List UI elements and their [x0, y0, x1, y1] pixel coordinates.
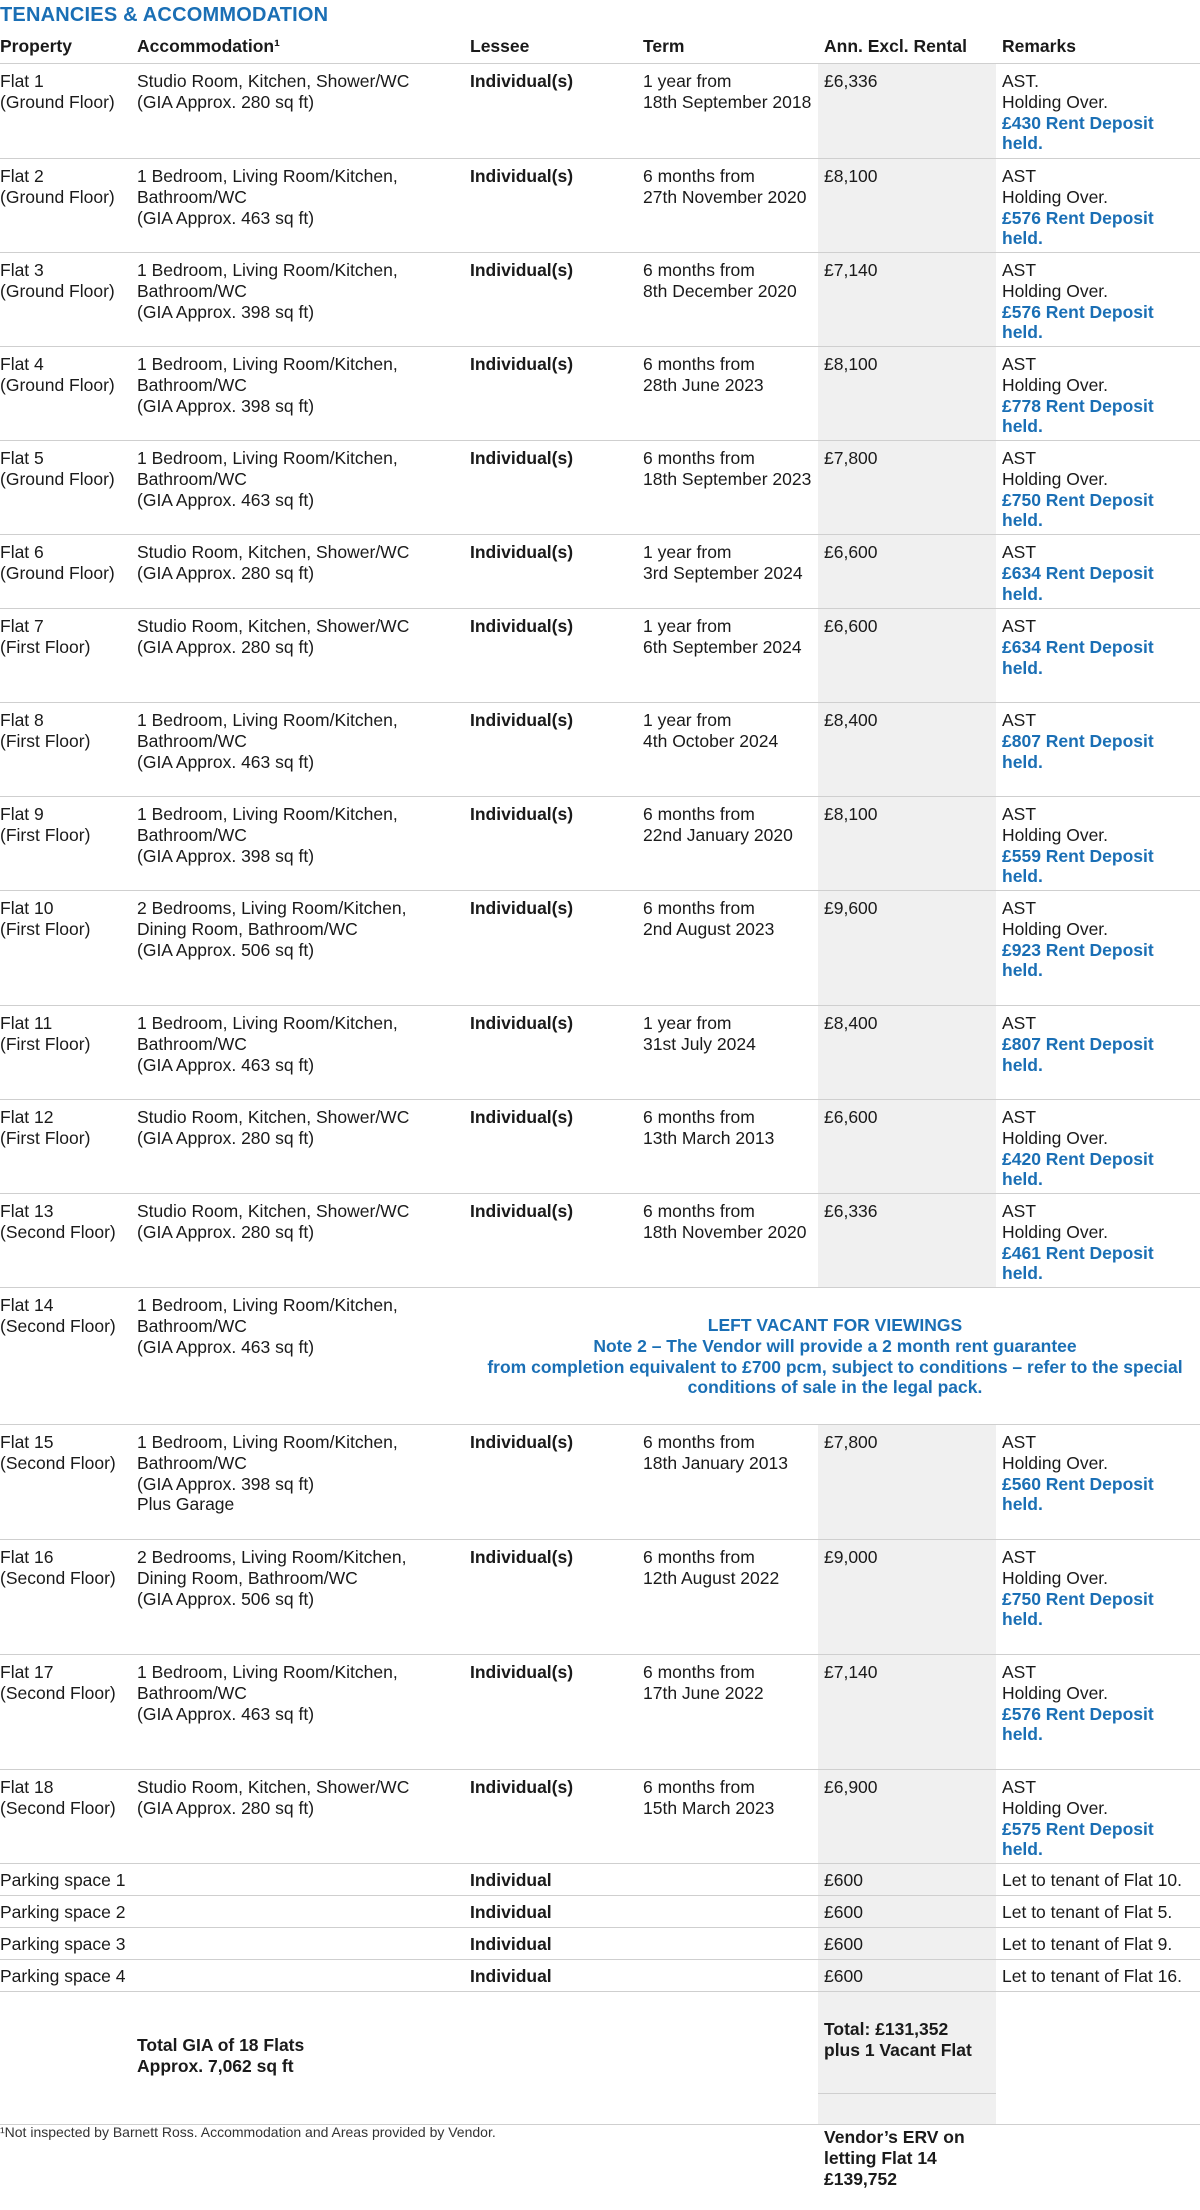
table-cell-term: 1 year from 31st July 2024: [643, 1013, 756, 1054]
header-remarks: Remarks: [1002, 36, 1076, 56]
table-cell-rental: £6,600: [818, 1100, 996, 1193]
table-row: [0, 1194, 1200, 1288]
table-cell-term: 1 year from 4th October 2024: [643, 710, 779, 751]
table-cell-rental: £8,100: [818, 347, 996, 440]
rent-deposit: £634 Rent Deposit held.: [1002, 562, 1154, 604]
table-cell-property: Parking space 4: [0, 1966, 126, 1986]
parking-row: [0, 1896, 1200, 1928]
table-cell-remarks: Let to tenant of Flat 10.: [1002, 1870, 1182, 1890]
table-cell-remarks: [996, 64, 1200, 154]
rent-deposit: £807 Rent Deposit held.: [1002, 1033, 1154, 1075]
table-cell-term: 6 months from 12th August 2022: [643, 1547, 780, 1588]
table-cell-property: Flat 2 (Ground Floor): [0, 166, 115, 207]
table-cell-lessee: Individual(s): [470, 1777, 574, 1797]
table-cell-accommodation: Studio Room, Kitchen, Shower/WC (GIA Approx. 280 sq ft): [137, 542, 410, 583]
table-cell-term: 6 months from 8th December 2020: [643, 260, 797, 301]
table-cell-rental: £8,400: [818, 703, 996, 796]
totals-rental-cell: [818, 1992, 996, 2189]
table-cell-remarks: [996, 1100, 1200, 1190]
table-cell-remarks: Let to tenant of Flat 16.: [1002, 1966, 1182, 1986]
table-cell-lessee: Individual: [470, 1902, 552, 1922]
table-cell-remarks: [996, 1540, 1200, 1630]
table-cell-rental: £600: [818, 1864, 996, 1895]
table-cell-remarks: [996, 1770, 1200, 1860]
table-cell-rental: £9,600: [818, 891, 996, 1005]
table-cell-remarks: Let to tenant of Flat 9.: [1002, 1934, 1173, 1954]
table-cell-term: 6 months from 18th September 2023: [643, 448, 812, 489]
remarks-text: AST: [1002, 710, 1037, 730]
table-cell-accommodation: Studio Room, Kitchen, Shower/WC (GIA Approx. 280 sq ft): [137, 71, 410, 112]
table-cell-term: 6 months from 15th March 2023: [643, 1777, 775, 1818]
table-cell-property: Flat 14 (Second Floor): [0, 1295, 116, 1336]
remarks-text: AST Holding Over.: [1002, 260, 1109, 301]
table-cell-lessee: Individual(s): [470, 898, 574, 918]
table-header-row: [0, 36, 1200, 64]
rent-deposit: £750 Rent Deposit held.: [1002, 489, 1154, 531]
table-cell-remarks: [996, 347, 1200, 437]
remarks-text: AST: [1002, 616, 1037, 636]
flat-rows-group-2: [0, 1425, 1200, 1864]
table-cell-lessee: Individual(s): [470, 1547, 574, 1567]
table-cell-remarks: Let to tenant of Flat 5.: [1002, 1902, 1173, 1922]
table-row: [0, 891, 1200, 1006]
remarks-text: AST Holding Over.: [1002, 804, 1109, 845]
table-row: [0, 797, 1200, 891]
table-cell-lessee: Individual(s): [470, 448, 574, 468]
table-cell-property: Parking space 1: [0, 1870, 126, 1890]
table-cell-term: 6 months from 28th June 2023: [643, 354, 764, 395]
table-cell-term: 6 months from 17th June 2022: [643, 1662, 764, 1703]
table-row: [0, 1100, 1200, 1194]
table-cell-accommodation: 1 Bedroom, Living Room/Kitchen, Bathroom/WC (GIA Approx. 463 sq ft): [137, 1013, 398, 1075]
table-cell-rental: £7,800: [818, 441, 996, 534]
table-cell-remarks: [996, 253, 1200, 343]
table-cell-lessee: Individual(s): [470, 71, 574, 91]
table-cell-term: 1 year from 6th September 2024: [643, 616, 802, 657]
remarks-text: AST: [1002, 542, 1037, 562]
table-cell-lessee: Individual(s): [470, 1662, 574, 1682]
remarks-text: AST. Holding Over.: [1002, 71, 1109, 112]
table-row: [0, 1006, 1200, 1100]
remarks-text: AST Holding Over.: [1002, 1107, 1109, 1148]
remarks-text: AST Holding Over.: [1002, 1201, 1109, 1242]
table-cell-property: Flat 3 (Ground Floor): [0, 260, 115, 301]
table-cell-rental: £6,336: [818, 64, 996, 158]
table-cell-lessee: Individual: [470, 1966, 552, 1986]
table-cell-accommodation: 1 Bedroom, Living Room/Kitchen, Bathroom/WC (GIA Approx. 398 sq ft): [137, 804, 398, 866]
rent-deposit: £576 Rent Deposit held.: [1002, 301, 1154, 343]
table-row: [0, 703, 1200, 797]
table-cell-property: Parking space 3: [0, 1934, 126, 1954]
table-cell-term: 6 months from 18th November 2020: [643, 1201, 807, 1242]
vacant-note: LEFT VACANT FOR VIEWINGS Note 2 – The Vendor will provide a 2 month rent guarantee from completion equivalent to £700 pcm, subject to conditions – refer to the special conditions of sale in the legal pack.: [487, 1315, 1183, 1398]
table-cell-accommodation: 2 Bedrooms, Living Room/Kitchen, Dining Room, Bathroom/WC (GIA Approx. 506 sq ft): [137, 1547, 407, 1609]
table-cell-property: Flat 8 (First Floor): [0, 710, 91, 751]
totals-divider: [818, 2093, 996, 2094]
table-row: [0, 1770, 1200, 1864]
table-cell-rental: £7,140: [818, 253, 996, 346]
header-rental: Ann. Excl. Rental: [824, 36, 967, 56]
table-cell-accommodation: 2 Bedrooms, Living Room/Kitchen, Dining Room, Bathroom/WC (GIA Approx. 506 sq ft): [137, 898, 407, 960]
table-cell-lessee: Individual(s): [470, 1107, 574, 1127]
table-cell-rental: £600: [818, 1896, 996, 1927]
table-cell-accommodation: 1 Bedroom, Living Room/Kitchen, Bathroom/WC (GIA Approx. 463 sq ft): [137, 166, 398, 228]
table-cell-property: Flat 4 (Ground Floor): [0, 354, 115, 395]
table-row: [0, 1425, 1200, 1540]
rent-deposit: £420 Rent Deposit held.: [1002, 1148, 1154, 1190]
table-cell-term: 6 months from 22nd January 2020: [643, 804, 793, 845]
table-cell-remarks: [996, 797, 1200, 887]
table-cell-accommodation: 1 Bedroom, Living Room/Kitchen, Bathroom/WC (GIA Approx. 463 sq ft): [137, 448, 398, 510]
remarks-text: AST Holding Over.: [1002, 166, 1109, 207]
rent-deposit: £750 Rent Deposit held.: [1002, 1588, 1154, 1630]
table-cell-lessee: Individual(s): [470, 1201, 574, 1221]
table-cell-remarks: [996, 535, 1200, 604]
footnote: ¹Not inspected by Barnett Ross. Accommodation and Areas provided by Vendor.: [0, 2124, 496, 2140]
table-cell-rental: £6,900: [818, 1770, 996, 1863]
remarks-text: AST Holding Over.: [1002, 1777, 1109, 1818]
remarks-text: AST: [1002, 1013, 1037, 1033]
table-row: [0, 253, 1200, 347]
table-cell-rental: £6,600: [818, 535, 996, 608]
table-cell-lessee: Individual(s): [470, 166, 574, 186]
flat-rows-group-1: [0, 64, 1200, 1288]
header-lessee: Lessee: [470, 36, 530, 56]
table-cell-accommodation: Studio Room, Kitchen, Shower/WC (GIA Approx. 280 sq ft): [137, 1777, 410, 1818]
table-cell-accommodation: 1 Bedroom, Living Room/Kitchen, Bathroom/WC (GIA Approx. 398 sq ft): [137, 260, 398, 322]
rent-deposit: £634 Rent Deposit held.: [1002, 636, 1154, 678]
remarks-text: AST Holding Over.: [1002, 898, 1109, 939]
table-cell-rental: £9,000: [818, 1540, 996, 1654]
page-title: TENANCIES & ACCOMMODATION: [0, 4, 329, 26]
table-cell-property: Flat 10 (First Floor): [0, 898, 91, 939]
table-row: [0, 347, 1200, 441]
rent-deposit: £778 Rent Deposit held.: [1002, 395, 1154, 437]
header-term: Term: [643, 36, 685, 56]
table-cell-lessee: Individual: [470, 1934, 552, 1954]
remarks-text: AST Holding Over.: [1002, 1662, 1109, 1703]
parking-row: [0, 1864, 1200, 1896]
table-cell-lessee: Individual(s): [470, 354, 574, 374]
table-cell-remarks: [996, 1194, 1200, 1284]
table-cell-lessee: Individual(s): [470, 1013, 574, 1033]
table-cell-property: Flat 7 (First Floor): [0, 616, 91, 657]
table-cell-rental: £7,800: [818, 1425, 996, 1539]
table-cell-lessee: Individual: [470, 1870, 552, 1890]
table-cell-term: 1 year from 18th September 2018: [643, 71, 812, 112]
vendor-erv: Vendor’s ERV on letting Flat 14 £139,752: [824, 2126, 965, 2189]
table-cell-accommodation: 1 Bedroom, Living Room/Kitchen, Bathroom/WC (GIA Approx. 463 sq ft): [137, 710, 398, 772]
table-cell-term: 6 months from 2nd August 2023: [643, 898, 775, 939]
table-cell-rental: £8,400: [818, 1006, 996, 1099]
table-cell-accommodation: Studio Room, Kitchen, Shower/WC (GIA Approx. 280 sq ft): [137, 616, 410, 657]
table-cell-remarks: [996, 1006, 1200, 1075]
vacant-flat-row: [0, 1288, 1200, 1425]
table-cell-rental: £7,140: [818, 1655, 996, 1769]
header-accommodation: Accommodation¹: [137, 36, 280, 56]
parking-row: [0, 1960, 1200, 1992]
table-row: [0, 159, 1200, 253]
remarks-text: AST Holding Over.: [1002, 448, 1109, 489]
table-cell-property: Flat 16 (Second Floor): [0, 1547, 116, 1588]
rent-deposit: £559 Rent Deposit held.: [1002, 845, 1154, 887]
table-row: [0, 1540, 1200, 1655]
table-cell-lessee: Individual(s): [470, 710, 574, 730]
remarks-text: AST Holding Over.: [1002, 1432, 1109, 1473]
remarks-text: AST Holding Over.: [1002, 1547, 1109, 1588]
table-cell-rental: £8,100: [818, 797, 996, 890]
table-cell-property: Flat 12 (First Floor): [0, 1107, 91, 1148]
rent-deposit: £576 Rent Deposit held.: [1002, 1703, 1154, 1745]
table-cell-term: 6 months from 27th November 2020: [643, 166, 807, 207]
table-cell-property: Flat 15 (Second Floor): [0, 1432, 116, 1473]
header-property: Property: [0, 36, 72, 56]
table-row: [0, 441, 1200, 535]
table-cell-property: Parking space 2: [0, 1902, 126, 1922]
table-row: [0, 609, 1200, 703]
table-cell-accommodation: Studio Room, Kitchen, Shower/WC (GIA Approx. 280 sq ft): [137, 1201, 410, 1242]
table-cell-accommodation: 1 Bedroom, Living Room/Kitchen, Bathroom/WC (GIA Approx. 463 sq ft): [137, 1662, 398, 1724]
rent-deposit: £807 Rent Deposit held.: [1002, 730, 1154, 772]
rent-deposit: £560 Rent Deposit held.: [1002, 1473, 1154, 1515]
table-cell-term: 6 months from 18th January 2013: [643, 1432, 788, 1473]
table-cell-term: 1 year from 3rd September 2024: [643, 542, 803, 583]
parking-row: [0, 1928, 1200, 1960]
total-gia: Total GIA of 18 Flats Approx. 7,062 sq ft: [137, 2035, 305, 2076]
table-cell-lessee: Individual(s): [470, 542, 574, 562]
table-cell-rental: £6,600: [818, 609, 996, 702]
table-cell-remarks: [996, 1655, 1200, 1745]
table-cell-property: Flat 9 (First Floor): [0, 804, 91, 845]
table-cell-accommodation: 1 Bedroom, Living Room/Kitchen, Bathroom/WC (GIA Approx. 398 sq ft): [137, 354, 398, 416]
table-cell-accommodation: Studio Room, Kitchen, Shower/WC (GIA Approx. 280 sq ft): [137, 1107, 410, 1148]
table-row: [0, 64, 1200, 159]
table-cell-lessee: Individual(s): [470, 616, 574, 636]
table-cell-remarks: [996, 1425, 1200, 1515]
table-cell-rental: £600: [818, 1960, 996, 1991]
table-cell-property: Flat 5 (Ground Floor): [0, 448, 115, 489]
table-row: [0, 1655, 1200, 1770]
table-cell-remarks: [996, 703, 1200, 772]
table-cell-remarks: [996, 609, 1200, 678]
table-cell-rental: £6,336: [818, 1194, 996, 1287]
table-cell-rental: £8,100: [818, 159, 996, 252]
table-cell-property: Flat 18 (Second Floor): [0, 1777, 116, 1818]
table-cell-remarks: [996, 441, 1200, 531]
table-cell-property: Flat 17 (Second Floor): [0, 1662, 116, 1703]
total-rent: Total: £131,352 plus 1 Vacant Flat: [824, 2018, 972, 2060]
table-cell-lessee: Individual(s): [470, 260, 574, 280]
rent-deposit: £576 Rent Deposit held.: [1002, 207, 1154, 249]
table-cell-accommodation: 1 Bedroom, Living Room/Kitchen, Bathroom/WC (GIA Approx. 463 sq ft): [137, 1295, 398, 1357]
rent-deposit: £575 Rent Deposit held.: [1002, 1818, 1154, 1860]
table-cell-lessee: Individual(s): [470, 804, 574, 824]
table-cell-remarks: [996, 891, 1200, 981]
rent-deposit: £461 Rent Deposit held.: [1002, 1242, 1154, 1284]
parking-rows: [0, 1864, 1200, 1992]
table-row: [0, 535, 1200, 609]
table-cell-remarks: [996, 159, 1200, 249]
rent-deposit: £430 Rent Deposit held.: [1002, 112, 1154, 154]
table-cell-lessee: Individual(s): [470, 1432, 574, 1452]
table-cell-property: Flat 11 (First Floor): [0, 1013, 91, 1054]
table-cell-rental: £600: [818, 1928, 996, 1959]
table-cell-property: Flat 1 (Ground Floor): [0, 71, 115, 112]
table-cell-property: Flat 6 (Ground Floor): [0, 542, 115, 583]
rent-deposit: £923 Rent Deposit held.: [1002, 939, 1154, 981]
table-cell-property: Flat 13 (Second Floor): [0, 1201, 116, 1242]
remarks-text: AST Holding Over.: [1002, 354, 1109, 395]
table-cell-accommodation: 1 Bedroom, Living Room/Kitchen, Bathroom/WC (GIA Approx. 398 sq ft) Plus Garage: [137, 1432, 398, 1515]
table-cell-term: 6 months from 13th March 2013: [643, 1107, 775, 1148]
